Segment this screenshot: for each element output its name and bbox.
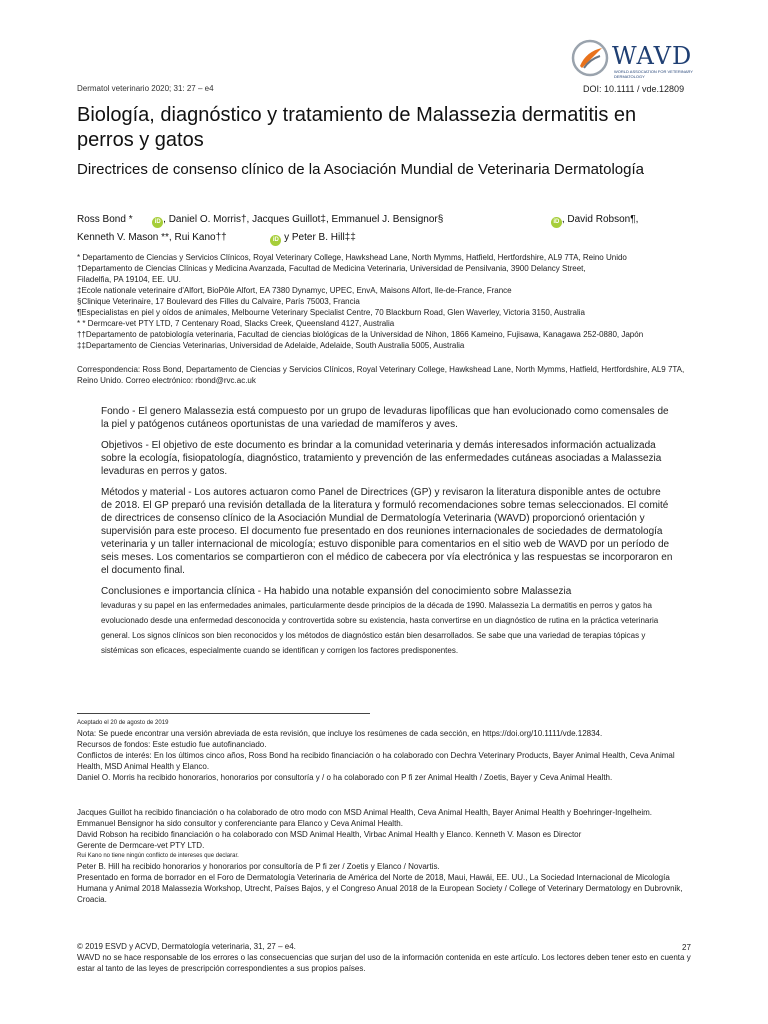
affiliation-line: * * Dermcare-vet PTY LTD, 7 Centenary Road, Slacks Creek, Queensland 4127, Australia bbox=[77, 319, 395, 328]
orcid-icon[interactable]: iD bbox=[270, 235, 281, 246]
author-list bbox=[77, 211, 687, 247]
footnote-bensignor: Emmanuel Bensignor ha sido consultor y conferenciante para Elanco y Ceva Animal Health. bbox=[77, 819, 403, 828]
correspondence bbox=[77, 364, 692, 386]
footnote-divider bbox=[77, 713, 370, 714]
footnote-conflicts: Conflictos de interés: En los últimos cinco años, Ross Bond ha recibido financiación o ha colaborado con Dechra Veterinary Products, Bayer Animal Health, Ceva Animal Health, MSD Animal Health y Elanco. bbox=[77, 751, 675, 771]
orcid-icon[interactable]: iD bbox=[152, 217, 163, 228]
orcid-icon[interactable]: iD bbox=[551, 217, 562, 228]
affiliation-line: §Clinique Veterinaire, 17 Boulevard des Filles du Calvaire, París 75003, Francia bbox=[77, 297, 360, 306]
affiliation-line: * Departamento de Ciencias y Servicios Clínicos, Royal Veterinary College, Hawkshead Lane, North Mymms, Hatfield, Hertfordshire, AL9 7TA, Reino Unido bbox=[77, 253, 627, 262]
affiliation-line: Filadelfia, PA 19104, EE. UU. bbox=[77, 275, 181, 284]
author-name: y Peter B. Hill‡‡ bbox=[284, 232, 356, 243]
doi-link[interactable]: DOI: 10.1111 / vde.12809 bbox=[583, 84, 685, 94]
copyright-block bbox=[77, 941, 692, 974]
correspondence-line: Reino Unido. Correo electrónico: rbond@rvc.ac.uk bbox=[77, 376, 256, 385]
article-title: Biología, diagnóstico y tratamiento de Malassezia dermatitis en perros y gatos bbox=[77, 104, 637, 151]
affiliation-line: ††Departamento de patobiología veterinaria, Facultad de ciencias biológicas de la Universidad de Nihon, 1866 Kameino, Fujisawa, Kanagawa 252-0880, Japón bbox=[77, 330, 644, 339]
affiliation-line: ¶Especialistas en piel y oídos de animales, Melbourne Veterinary Specialist Centre, 70 Blackburn Road, Glen Waverley, Victoria 3150, Australia bbox=[77, 308, 585, 317]
author-name: Ross Bond * bbox=[77, 214, 133, 225]
affiliation-line: ‡Ecole nationale veterinaire d'Alfort, BioPôle Alfort, EA 7380 Dynamyc, UPEC, EnvA, Maisons Alfort, Ile-de-France, France bbox=[77, 286, 512, 295]
footnote-kano: Rui Kano no tiene ningún conflicto de intereses que declarar. bbox=[77, 853, 239, 859]
footnote-morris: Daniel O. Morris ha recibido honorarios, honorarios por consultoría y / o ha colaborado con P fi zer Animal Health / Zoetis, Bayer y Ceva Animal Health. bbox=[77, 773, 613, 782]
abstract-conclusions-body: levaduras y su papel en las enfermedades animales, particularmente desde principios de la década de 1990. Malassezia La dermatitis en perros y gatos ha evolucionado desde una enfermedad desconocida y controvertida sobre su existencia, hasta convertirse en un diagnóstico de rutina en la práctica veterinaria general. Los signos clínicos son bien reconocidos y los métodos de diagnóstico están bien desarrollados. Se sabe que una variedad de terapias tópicas y sistémicas son eficaces, especialmente cuando se identifican y corrigen los factores predisponentes. bbox=[101, 601, 659, 655]
footnote-mason: Gerente de Dermcare-vet PTY LTD. bbox=[77, 841, 205, 850]
logo-text: WAVD bbox=[612, 42, 693, 70]
page-number: 27 bbox=[682, 943, 691, 952]
footnote-hill: Peter B. Hill ha recibido honorarios y honorarios por consultoría de P fi zer / Zoetis y Elanco / Novartis. bbox=[77, 862, 440, 871]
wavd-emblem-icon bbox=[570, 38, 610, 78]
article-subtitle: Directrices de consenso clínico de la Asociación Mundial de Veterinaria Dermatología bbox=[77, 161, 644, 178]
footnote-presented: Presentado en forma de borrador en el Foro de Dermatología Veterinaria de América del Norte de 2018, Maui, Hawái, EE. UU., La Sociedad Internacional de Micología Humana y Animal 2018 Malassezia Workshop, Utrecht, Países Bajos, y el Congreso Anual 2018 de la European Society / College of Veterinary Dermatology en Dubrovnik, Croacia. bbox=[77, 873, 683, 904]
author-name: , Daniel O. Morris†, Jacques Guillot‡, Emmanuel J. Bensignor§ bbox=[163, 214, 444, 225]
footnote-nota: Nota: Se puede encontrar una versión abreviada de esta revisión, que incluye los resúmenes de cada sección, en https://doi.org/10.1111/vde.12834. bbox=[77, 729, 603, 738]
abstract-conclusions-heading: Conclusiones e importancia clínica - Ha habido una notable expansión del conocimiento sobre Malassezia bbox=[101, 586, 572, 597]
copyright: © 2019 ESVD y ACVD, Dermatología veterinaria, 31, 27 – e4. bbox=[77, 942, 296, 951]
wavd-logo bbox=[570, 38, 695, 80]
affiliations bbox=[77, 252, 692, 351]
author-name: , David Robson¶, bbox=[561, 214, 639, 225]
abstract bbox=[101, 405, 673, 666]
affiliation-line: †Departamento de Ciencias Clínicas y Medicina Avanzada, Facultad de Medicina Veterinaria, Universidad de Pensilvania, 3900 Delancy Street, bbox=[77, 264, 586, 273]
abstract-objectives: Objetivos - El objetivo de este documento es brindar a la comunidad veterinaria y demás interesados información actualizada sobre la ecología, fisiopatología, diagnóstico, tratamiento y prevención de las enfermedades cutáneas asociadas a Malassezia levaduras en perros y gatos. bbox=[101, 440, 662, 477]
logo-subtext: WORLD ASSOCIATION FOR VETERINARY DERMATOLOGY bbox=[614, 69, 693, 79]
footnote-guillot: Jacques Guillot ha recibido financiación o ha colaborado de otro modo con MSD Animal Health, Ceva Animal Health, Bayer Animal Health y Boehringer-Ingelheim. bbox=[77, 808, 652, 817]
footnote-funding: Recursos de fondos: Este estudio fue autofinanciado. bbox=[77, 740, 267, 749]
journal-citation: Dermatol veterinario 2020; 31: 27 – e4 bbox=[77, 84, 214, 93]
abstract-background: Fondo - El genero Malassezia está compuesto por un grupo de levaduras lipofílicas que han evolucionado como comensales de la piel y patógenos cutáneos oportunistas de una variedad de mamíferos y aves. bbox=[101, 406, 669, 430]
footnotes bbox=[77, 718, 692, 783]
correspondence-line: Correspondencia: Ross Bond, Departamento de Ciencias y Servicios Clínicos, Royal Veterinary College, Hawkshead Lane, North Mymms, Hatfield, Hertfordshire, AL9 7TA, bbox=[77, 365, 685, 374]
accepted-date: Aceptado el 20 de agosto de 2019 bbox=[77, 720, 169, 726]
footnote-robson: David Robson ha recibido financiación o ha colaborado con MSD Animal Health, Virbac Animal Health y Elanco. Kenneth V. Mason es Director bbox=[77, 830, 582, 839]
author-name: Kenneth V. Mason **, Rui Kano†† bbox=[77, 232, 227, 243]
disclaimer: WAVD no se hace responsable de los errores o las consecuencias que surjan del uso de la información contenida en este artículo. Los lectores deben tener esto en cuenta y estar al tanto de las leyes de prescripción correspondientes a sus propios países. bbox=[77, 953, 691, 973]
abstract-methods: Métodos y material - Los autores actuaron como Panel de Directrices (GP) y revisaron la literatura disponible antes de octubre de 2018. El GP preparó una revisión detallada de la literatura y formuló recomendaciones sobre temas seleccionados. El comité de directrices de consenso clínico de la Asociación Mundial de Dermatología Veterinaria (WAVD) proporcionó orientación y supervisión para este proceso. El documento fue presentado en dos reuniones internacionales de sociedades de dermatología veterinaria y un taller internacional de micología; estuvo disponible para comentarios en el sitio web de WAVD por un período de seis meses. Los comentarios se compartieron con el médico de cabecera por vía electrónica y las respuestas se incorporaron en el documento final. bbox=[101, 487, 673, 576]
footnotes-continued bbox=[77, 807, 692, 905]
affiliation-line: ‡‡Departamento de Ciencias Veterinarias, Universidad de Adelaide, Adelaide, South Australia 5005, Australia bbox=[77, 341, 465, 350]
